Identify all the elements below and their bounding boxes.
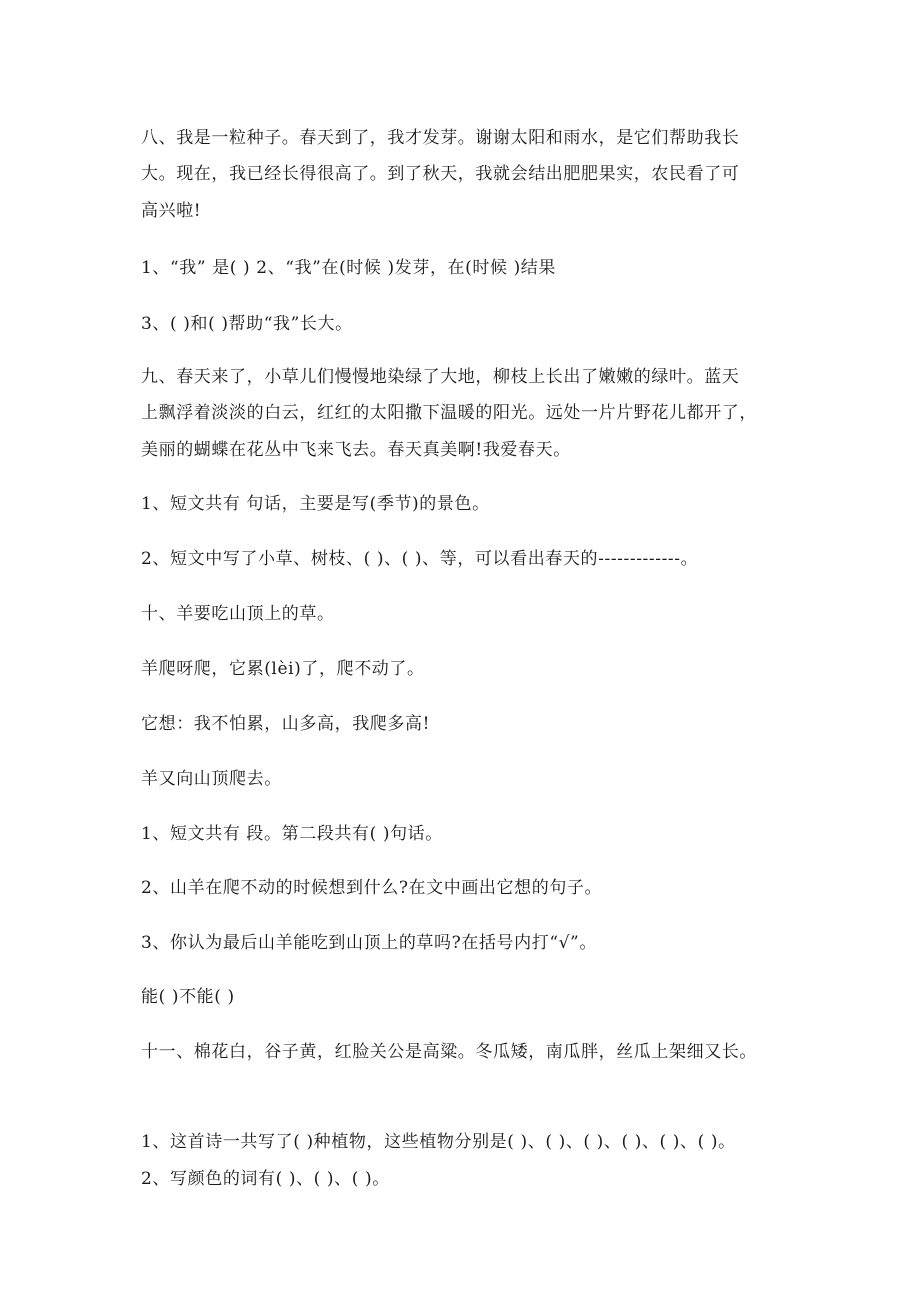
section10-line-2: 它想：我不怕累，山多高，我爬多高! — [141, 714, 431, 734]
section10-question-3: 3、你认为最后山羊能吃到山顶上的草吗?在括号内打“√”。 — [141, 933, 597, 953]
section11-question-1: 1、这首诗一共写了( )种植物，这些植物分别是( )、( )、( )、( )、( )、( )。 — [141, 1132, 736, 1152]
section9-question-2: 2、短文中写了小草、树枝、( )、( )、等，可以看出春天的-------------。 — [141, 549, 699, 569]
section9-para-line-2: 上飘浮着淡淡的白云，红红的太阳撒下温暖的阳光。远处一片片野花儿都开了， — [141, 403, 757, 423]
section9-para-line-3: 美丽的蝴蝶在花丛中飞来飞去。春天真美啊!我爱春天。 — [141, 440, 571, 460]
section8-para-line-2: 大。现在，我已经长得很高了。到了秋天，我就会结出肥肥果实，农民看了可 — [141, 164, 740, 184]
section10-title: 十、羊要吃山顶上的草。 — [141, 604, 335, 624]
section8-para-line-1: 八、我是一粒种子。春天到了，我才发芽。谢谢太阳和雨水，是它们帮助我长 — [141, 128, 740, 148]
section10-line-1: 羊爬呀爬，它累(lèi)了，爬不动了。 — [141, 659, 425, 679]
section10-question-2: 2、山羊在爬不动的时候想到什么?在文中画出它想的句子。 — [141, 878, 603, 898]
section11-title: 十一、棉花白，谷子黄，红脸关公是高粱。冬瓜矮，南瓜胖，丝瓜上架细又长。 — [141, 1042, 757, 1062]
section8-para-line-3: 高兴啦! — [141, 201, 202, 221]
section11-question-2: 2、写颜色的词有( )、( )、( )。 — [141, 1169, 390, 1189]
section8-question-3: 3、( )和( )帮助“我”长大。 — [141, 314, 353, 334]
section9-para-line-1: 九、春天来了，小草儿们慢慢地染绿了大地，柳枝上长出了嫩嫩的绿叶。蓝天 — [141, 367, 740, 387]
section10-options: 能( )不能( ) — [141, 987, 235, 1007]
section8-question-1-2: 1、“我” 是( ) 2、“我”在(时候 )发芽，在(时候 )结果 — [141, 258, 557, 278]
section10-question-1: 1、短文共有 段。第二段共有( )句话。 — [141, 824, 443, 844]
section10-line-3: 羊又向山顶爬去。 — [141, 769, 282, 789]
section9-question-1: 1、短文共有 句话，主要是写(季节)的景色。 — [141, 494, 490, 514]
